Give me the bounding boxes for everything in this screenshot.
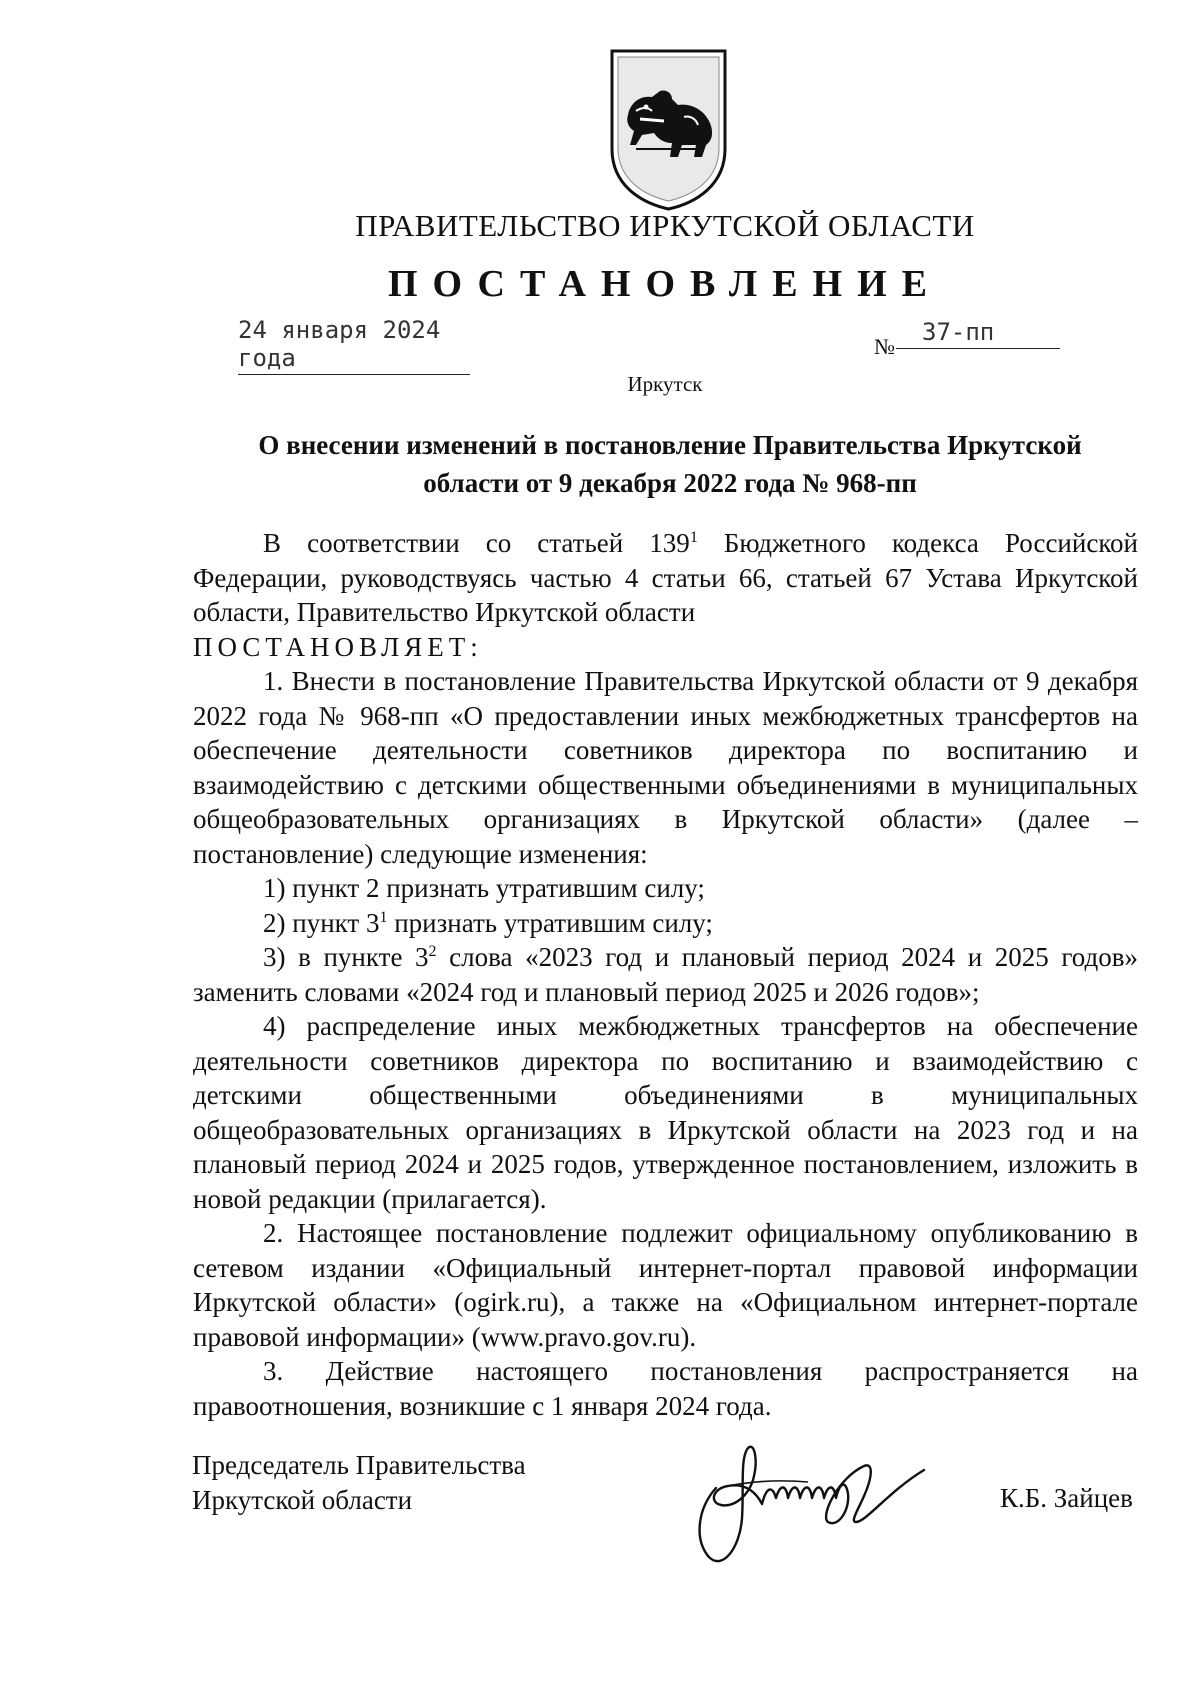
sub-item-3 — [193, 940, 1138, 1009]
coat-of-arms-emblem — [606, 45, 731, 213]
item-2-paragraph: 2. Настоящее постановление подлежит официальному опубликованию в сетевом издании «Официальный интернет-портал правовой информации Иркутской области» (ogirk.ru), а также на «Официальном интернет-портале правовой информации» (www.pravo.gov.ru). — [193, 1218, 1138, 1352]
sub-item-2 — [193, 906, 1138, 941]
preamble-text-rest: Бюджетного кодекса Российской Федерации, руководствуясь частью 4 статьи 66, статьей 67 Устава Иркутской области, Правительство Иркутской области — [193, 528, 1139, 627]
signatory-position — [192, 1448, 526, 1518]
document-city: Иркутск — [627, 372, 703, 396]
preamble-text: В соответствии со статьей 139 — [263, 528, 690, 558]
sub-item-2-text-rest: признать утратившим силу; — [387, 907, 713, 938]
document-body — [193, 526, 1138, 1423]
item-1-paragraph: 1. Внести в постановление Правительства Иркутской области от 9 декабря 2022 года № 968-пп «О предоставлении иных межбюджетных трансфертов на обеспечение деятельности советников директора по воспитанию и взаимодействию с детскими общественными объединениями в муниципальных общеобразовательных организациях в Иркутской области» (далее – постановление) следующие изменения: — [193, 666, 1138, 869]
position-line-1: Председатель Правительства — [192, 1450, 526, 1480]
sub-item-2-superscript: 1 — [379, 908, 388, 926]
document-subject — [200, 426, 1140, 502]
signatory-name: К.Б. Зайцев — [1000, 1483, 1133, 1513]
document-number: 37-пп — [896, 318, 1060, 349]
decree-word: ПОСТАНОВЛЯЕТ: — [193, 631, 483, 662]
sub-item-3-superscript: 2 — [428, 943, 437, 960]
position-line-2: Иркутской области — [192, 1485, 413, 1515]
handwritten-signature — [688, 1418, 968, 1578]
sub-item-3-text-rest: слова «2023 год и плановый период 2024 и 2025 годов» заменить словами «2024 год и плановый период 2025 и 2026 годов»; — [193, 942, 1138, 1007]
document-type: ПОСТАНОВЛЕНИЕ — [387, 263, 943, 305]
sub-item-1: 1) пункт 2 признать утратившим силу; — [263, 873, 705, 903]
sub-item-4: 4) распределение иных межбюджетных трансфертов на обеспечение деятельности советников директора по воспитанию и взаимодействию с детскими общественными объединениями в муниципальных общеобразовательных организациях в Иркутской области на 2023 год и на плановый период 2024 и 2025 годов, утвержденное постановлением, изложить в новой редакции (прилагается). — [193, 1011, 1138, 1214]
subject-line-2: области от 9 декабря 2022 года № 968-пп — [423, 468, 917, 498]
item-3-paragraph: 3. Действие настоящего постановления распространяется на правоотношения, возникшие с 1 января 2024 года. — [193, 1356, 1138, 1421]
preamble-paragraph — [193, 526, 1138, 630]
preamble-superscript: 1 — [689, 529, 698, 546]
sub-item-2-text: 2) пункт 3 — [263, 907, 380, 938]
number-mark: № — [874, 334, 895, 359]
subject-line-1: О внесении изменений в постановление Правительства Иркутской — [258, 430, 1082, 460]
document-date: 24 января 2024 года — [238, 316, 470, 375]
sub-item-3-text: 3) в пункте 3 — [263, 942, 429, 972]
government-title: ПРАВИТЕЛЬСТВО ИРКУТСКОЙ ОБЛАСТИ — [355, 208, 975, 243]
